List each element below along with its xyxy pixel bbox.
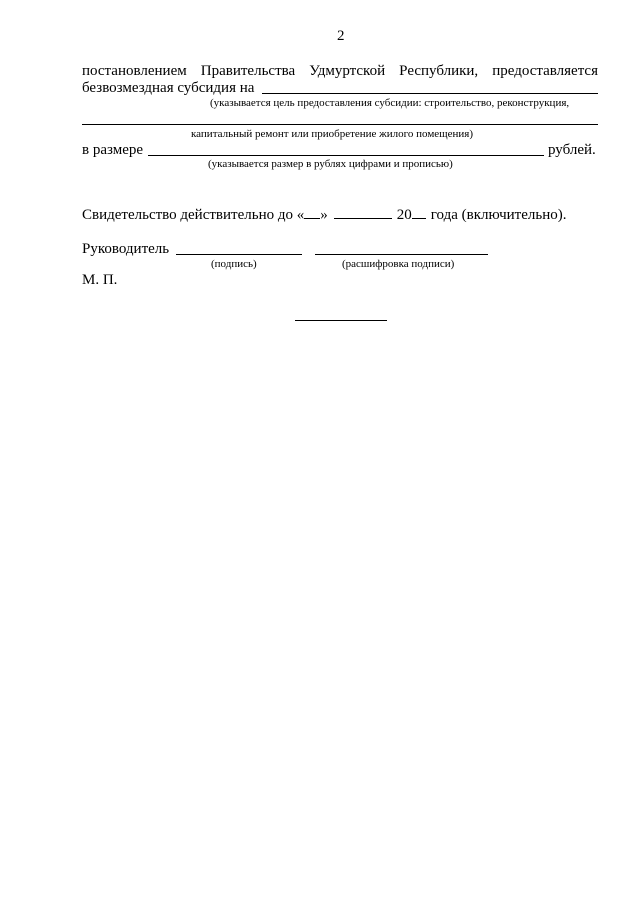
signature-hint: (подпись) [211, 258, 257, 270]
amount-hint: (указывается размер в рублях цифрами и прописью) [208, 158, 453, 170]
validity-line [82, 205, 567, 224]
word-2: Правительства [200, 63, 296, 79]
amount-prefix: в размере [82, 142, 144, 158]
word-5: предоставляется [492, 63, 598, 79]
page-number: 2 [337, 28, 345, 44]
word-4: Республики, [399, 63, 479, 79]
purpose-hint-2: капитальный ремонт или приобретение жилого помещения) [191, 128, 474, 140]
amount-suffix: рублей. [548, 142, 596, 158]
name-fill-line [315, 254, 488, 255]
validity-text-1: Свидетельство действительно до « [82, 207, 305, 223]
signature-fill-line [176, 254, 302, 255]
director-label: Руководитель [82, 241, 170, 257]
paragraph-line-2: безвозмездная субсидия на [82, 80, 255, 96]
purpose-hint-1: (указывается цель предоставления субсидии: строительство, реконструкция, [210, 97, 570, 109]
validity-year-line [412, 205, 426, 219]
paragraph-line-1 [82, 62, 598, 80]
validity-text-2: » [320, 207, 328, 223]
stamp-place: М. П. [82, 272, 118, 288]
validity-text-3: 20 [396, 207, 412, 223]
closing-separator [295, 320, 387, 321]
word-3: Удмуртской [309, 63, 386, 79]
validity-month-line [334, 205, 392, 219]
purpose-fill-line [262, 93, 598, 94]
validity-text-4: года (включительно). [430, 207, 567, 223]
name-hint: (расшифровка подписи) [342, 258, 455, 270]
purpose-fill-line-2 [82, 124, 598, 125]
word-1: постановлением [82, 63, 187, 79]
amount-fill-line [148, 155, 544, 156]
validity-day-line [304, 205, 320, 219]
